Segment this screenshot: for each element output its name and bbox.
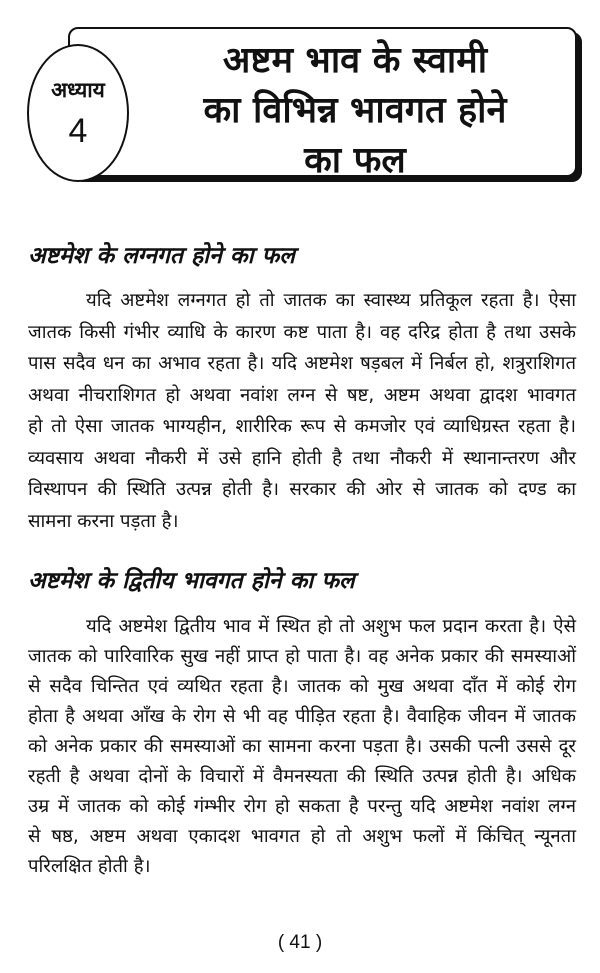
text-line: उम्र में जातक को कोई गंम्भीर रोग हो सकता है परन्तु यदि अष्टमेश नवांश लग्न (28, 796, 576, 817)
text-line: जातक को पारिवारिक सुख नहीं प्राप्त हो पाता है। वह अनेक प्रकार की समस्याओं (28, 646, 576, 667)
section-heading: अष्टमेश के द्वितीय भावगत होने का फल (28, 568, 355, 594)
section-heading: अष्टमेश के लग्नगत होने का फल (28, 243, 295, 269)
text-line: से सदैव चिन्तित एवं व्यथित रहता है। जातक को मुख अथवा दाँत में कोई रोग (28, 676, 576, 697)
text-line: विस्थापन की स्थिति उत्पन्न होती है। सरकार की ओर से जातक को दण्ड का (28, 479, 576, 500)
section-paragraph (28, 285, 576, 537)
chapter-badge (27, 44, 129, 182)
text-line: व्यवसाय अथवा नौकरी में उसे हानि होती है तथा नौकरी में स्थानान्तरण और (28, 447, 576, 469)
page-number: ( 41 ) (277, 932, 323, 953)
text-line: से षष्ठ, अष्टम अथवा एकादश भावगत हो तो अशुभ फलों में किंचित् न्यूनता (28, 826, 576, 847)
text-line: यदि अष्टमेश द्वितीय भाव में स्थित हो तो अशुभ फल प्रदान करता है। ऐसे (86, 616, 576, 637)
chapter-label: अध्याय (51, 78, 105, 102)
chapter-number: 4 (68, 112, 88, 150)
text-line: जातक किसी गंभीर व्याधि के कारण कष्ट पाता है। वह दरिद्र होता है तथा उसके (28, 321, 576, 343)
title-line: का फल (304, 140, 406, 181)
section-paragraph (28, 612, 576, 882)
text-line: को अनेक प्रकार की समस्याओं का सामना करना पड़ता है। उसकी पत्नी उससे दूर (28, 736, 576, 757)
text-line: रहती है अथवा दोनों के विचारों में वैमनस्यता की स्थिति उत्पन्न होती है। अधिक (28, 766, 576, 787)
text-line: सामना करना पड़ता है। (28, 510, 179, 532)
chapter-title (135, 36, 575, 186)
title-line: अष्टम भाव के स्वामी (222, 40, 488, 81)
text-line: यदि अष्टमेश लग्नगत हो तो जातक का स्वास्थ्य प्रतिकूल रहता है। ऐसा (86, 290, 576, 311)
text-line: हो तो ऐसा जातक भाग्यहीन, शारीरिक रूप से कमजोर एवं व्याधिग्रस्त रहता है। (28, 416, 576, 437)
text-line: पास सदैव धन का अभाव रहता है। यदि अष्टमेश षड़बल में निर्बल हो, शत्रुराशिगत (28, 353, 576, 374)
text-line: परिलक्षित होती है। (28, 856, 151, 877)
text-line: होता है अथवा आँख के रोग से भी वह पीड़ित रहता है। वैवाहिक जीवन में जातक (28, 706, 576, 727)
text-line: अथवा नीचराशिगत हो अथवा नवांश लग्न से षष्ट, अष्टम अथवा द्वादश भावगत (28, 384, 576, 406)
title-line: का विभिन्न भावगत होने (203, 90, 507, 131)
